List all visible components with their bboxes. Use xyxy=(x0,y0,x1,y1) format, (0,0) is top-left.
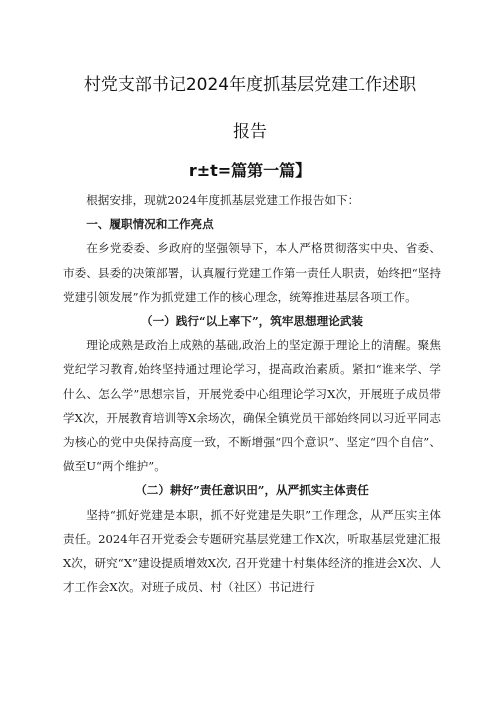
subsection2-heading: （二）耕好”责任意识田”，从严抓实主体责任 xyxy=(135,483,369,498)
document-title-line1: 村党支部书记2024年度抓基层党建工作述职 xyxy=(83,75,417,95)
paragraph-2: 理论成熟是政治上成熟的基础,政治上的坚定源于理论上的清醒。聚焦党纪学习教育,始终坚持通过理论学习，提高政治素质。紧扣“谁来学、学什么、怎么学”思想宗旨，开展党委中心组理论学习X次，开展班子成员带学X次，开展教育培训等X余场次，确保全镇党员干部始终同以习近平同志为核心的党中央保持高度一致，不断增强“四个意识”、坚定“四个自信”、做至U“两个维护”。 xyxy=(63,338,441,474)
section1-heading: 一、履职情况和工作亮点 xyxy=(86,217,214,232)
subsection1-heading: （一）践行“以上率下”，筑牢思想理论武装 xyxy=(140,314,364,329)
document-body xyxy=(63,188,441,599)
paragraph-3: 坚持“抓好党建是本职，抓不好党建是失职”工作理念，从严压实主体责任。2024年召开党委会专题研究基层党建工作X次，听取基层党建汇报X次，研究“X”建设提质增效X次, 召开党建十村集体经济的推进会X次、人才工作会X次。对班子成员、村（社区）书记进行 xyxy=(63,507,441,595)
document-subtitle: r±t=篇第一篇】 xyxy=(188,161,312,180)
intro-paragraph: 根据安排，现就2024年度抓基层党建工作报告如下： xyxy=(86,193,360,207)
document-title-line2: 报告 xyxy=(233,122,267,142)
paragraph-1: 在乡党委委、乡政府的坚强领导下，本人严格贯彻落实中央、省委、市委、县委的决策部署，认真履行党建工作第一责任人职责，始终把“坚持党建引领发展”作为抓党建工作的核心理念，统筹推进基层各项工作。 xyxy=(63,241,441,304)
